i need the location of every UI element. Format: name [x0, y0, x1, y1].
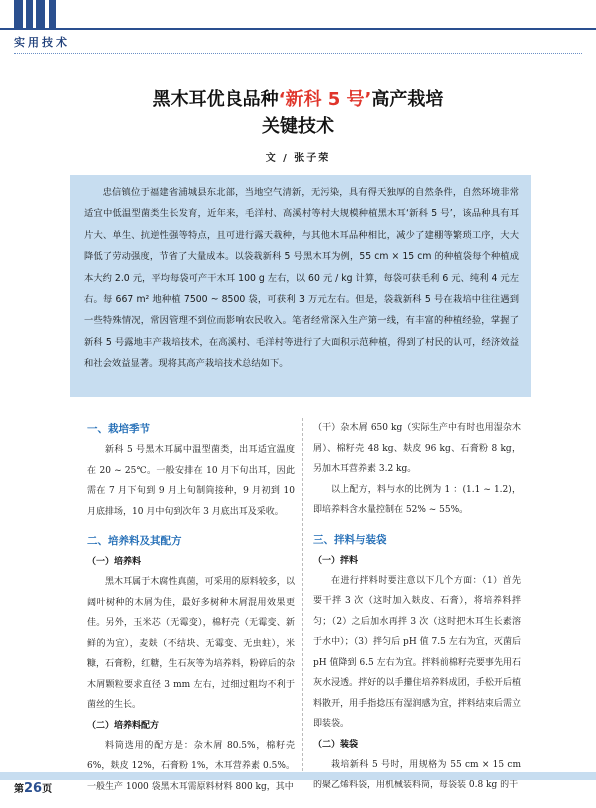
header-rule: [0, 28, 596, 30]
paragraph: 以上配方，料与水的比例为 1 ：(1.1 ~ 1.2)，即培养料含水量控制在 52% ~ 55%。: [313, 484, 521, 515]
page-suffix: 页: [42, 784, 53, 795]
subsection-heading: （一）拌料: [313, 555, 359, 566]
section-heading: 三、拌料与装袋: [313, 533, 387, 546]
paragraph: 在进行拌料时要注意以下几个方面：（1）首先要干拌 3 次（这时加入麸皮、石膏），将培养料拌匀；（2）之后加水再拌 3 次（这时把木耳生长素溶于水中）；（3）拌匀后 pH 值 7.5 左右为宜，灭菌后 pH 值降到 6.5 左右为宜。拌料前棉籽壳要事先用石灰水浸透。拌好的以手攥住培养料成团，手松开后植料散开，用手指捻压有湿润感为宜，拌料结束后需立即装袋。: [313, 575, 521, 729]
subsection-heading: （二）装袋: [313, 739, 359, 750]
title-before: 黑木耳优良品种: [152, 89, 279, 110]
section-heading: 二、培养料及其配方: [87, 535, 182, 547]
column-divider: [302, 418, 303, 776]
title-after: 高产栽培: [371, 89, 444, 110]
page-number-value: 26: [24, 781, 43, 796]
paragraph: 料筒选用的配方是：杂木屑 80.5%，棉籽壳 6%，麸皮 12%，石膏粉 1%，木耳营养素 0.5%。一般生产 1000 袋黑木耳需原料材料 800 kg，其中: [87, 740, 295, 792]
section-label: 实用技术: [14, 36, 70, 49]
footer-bar: [0, 772, 596, 780]
paragraph: 新科 5 号黑木耳属中温型菌类，出耳适宜温度在 20 ~ 25℃。一般安排在 10 月下旬出耳，因此需在 7 月下旬到 9 月上旬制筒接种，9 月初到 10 月底排场，10 月中旬到次年 3 月底出耳及采收。: [87, 445, 295, 517]
subsection-heading: （二）培养料配方: [87, 720, 160, 731]
article-title-line2: 关键技术: [262, 116, 334, 137]
subsection-heading: （一）培养料: [87, 557, 142, 567]
right-column: [313, 418, 521, 796]
section-heading: 一、栽培季节: [87, 423, 150, 435]
header-decoration: [14, 0, 72, 30]
author-byline: 文 / 张子荣: [265, 153, 331, 164]
section-dotted-rule: [14, 53, 582, 54]
page-prefix: 第: [14, 784, 24, 795]
paragraph: 黑木耳属于木腐性真菌，可采用的原料较多，以阔叶树种的木屑为佳，最好多树种木屑混用效果更佳。另外，玉米芯（无霉变），棉籽壳（无霉变、新鲜的为宜），麦麸（不结块、无霉变、无虫蛀），米糠，石膏粉，红糖，生石灰等为培养料，粉碎后的杂木屑颗粒要求直径 3 mm 左右，过细过粗均不利于菌丝的生长。: [87, 577, 295, 710]
title-highlight: ‘新科 5 号’: [278, 89, 372, 110]
abstract-text: 忠信镇位于福建省浦城县东北部，当地空气清新，无污染，具有得天独厚的自然条件，自然环境非常适宜中低温型菌类生长发育，近年来，毛洋村、高溪村等村大规模种植黑木耳‘新科 5 号’，该品种具有耳片大、单生、抗逆性强等特点，且可进行露天栽种，与其他木耳品种相比，减少了建棚等繁琐工序，大大降低了劳动强度，节省了大量成本。以袋栽新科 5 号黑木耳为例，55 cm × 15 cm 的种植袋每个种植成本大约 2.0 元，平均每袋可产干木耳 100 g 左右，以 60 元 / kg 计算，每袋可获毛利 6 元、纯利 4 元左右。每 667 m² 地种植 7500 ~ 8500 袋，可获利 3 万元左右。但是，袋栽新科 5 号在栽培中往往遇到一些特殊情况，常因管理不到位而影响农民收入。笔者经常深入生产第一线，有丰富的种植经验，掌握了新科 5 号露地丰产栽培技术，在高溪村、毛洋村等进行了大面积示范种植，得到了村民的认可，经济效益和社会效益显著。现将其高产栽培技术总结如下。: [84, 187, 519, 370]
paragraph: （干）杂木屑 650 kg（实际生产中有时也用湿杂木屑）、棉籽壳 48 kg、麸皮 96 kg、石膏粉 8 kg，另加木耳营养素 3.2 kg。: [313, 423, 521, 474]
paragraph: 栽培新科 5 号时，用规格为 55 cm × 15 cm 的聚乙烯料袋，用机械装料筒，每袋装 0.8 kg 的干: [313, 759, 521, 790]
page-number: [14, 780, 52, 796]
left-column: [87, 418, 295, 797]
article-title-line1: [0, 85, 596, 111]
abstract-box: [70, 175, 531, 397]
